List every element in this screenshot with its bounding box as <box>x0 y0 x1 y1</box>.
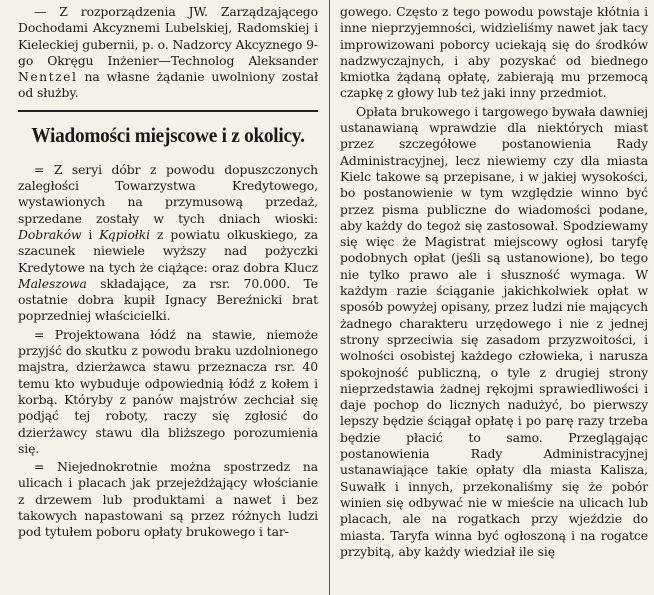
news-item-tolls-cont: gowego. Często z tego powodu powstaje kłótnia i inne nieprzyjemności, widzieliśmy nawet jak tacy improwizowani poborcy uciekają się do środków nadzwyczajnych, i aby pozyskać od biednego kmiotka żądaną opłatę, zabierają mu przemocą czapkę z głowy lub też jaki inny przedmiot. <box>340 4 648 101</box>
appointee-name: Nentzel <box>18 69 78 85</box>
news-item-toll-fees: Opłata brukowego i targowego bywała dawniej ustanawianą wprawdzie dla niektórych miast przez szczegółowe postanowienia Rady Administracyjnej, lecz niewiemy czy dla miasta Kielc takowe są przepisane, i w jakiej wysokości, bo postanowienie w tym względzie winno być przez pisma publiczne do wiadomości podane, aby każdy do tegoż się zastosował. Spodziewamy się więc że Magistrat miejscowy ogłosi taryfę podobnych opłat (jeśli są ustanowione), bo tego nie tylko prawo ale i słuszność wymaga. W każdym razie ściąganie jakichkolwiek opłat w sposób powyżej opisany, przez ludzi nie mających żadnego charakteru urzędowego i nie z jednej strony sprzeciwia się zasadom przyzwoitości, i wolności osobistej każdego człowieka, i narusza spokojność publiczną, o tyle z drugiej strony nieprzedstawia żadnej rękojmi sprawiedliwości i daje pochop do licznych nadużyć, bo pierwszy lepszy będzie ściągał opłatę i po parę razy trzeba będzie płacić to samo. Przeglągając postanowienia Rady Administracyjnej ustanawiające takie opłaty dla miasta Kalisza, Suwałk i innych, przekonaliśmy się że pobór winien się odbywać nie w mieście na ulicach lub placach, ale na rogatkach przy wjeździe do miasta. Taryfa winna być ogłoszoną i na rogatce przybitą, aby każdy wiedział ile się <box>340 103 648 559</box>
news-item-appointment <box>18 4 318 102</box>
estate-sale-text: z powiatu olkuskiego, za szacunek niewiele wyższy nad pożyczki Kredytowe na tych że ciążące: oraz dobra Klucz <box>18 226 318 275</box>
section-heading: Wiadomości miejscowe i z okolicy. <box>31 122 305 147</box>
appointment-text-end: na własne żądanie uwolniony został od służby. <box>18 69 318 101</box>
news-item-tolls: = Niejednokrotnie można spostrzedz na ulicach i placach jak przejeżdżający włościanie z drzewem lub produktami a nawet i bez takowych napastowani są przez różnych ludzi pod tytułem poboru opłaty brukowego i tar- <box>18 459 318 540</box>
estate-sale-conj: i <box>81 226 100 242</box>
column-divider <box>329 0 330 595</box>
right-column <box>340 4 648 560</box>
news-item-boat: = Projektowana łódź na stawie, niemoże przyjść do skutku z powodu braku uzdolnionego majstra, dzierżawca stawu przeznacza rsr. 40 temu kto wybuduje odpowiednią łódź z kołem i korbą. Któryby z panów majstrów zechciał się podjąć tej roboty, raczy się zgłosić do dzierżawcy stawu dla bliższego porozumienia się. <box>18 326 318 456</box>
village-name: Maleszowa <box>18 275 87 291</box>
estate-sale-text: = Z seryi dóbr z powodu dopuszczonych zaległości Towarzystwa Kredytowego, wystawionych na przymusową przedaż, sprzedane zostały w tych dniach wioski: <box>18 161 318 226</box>
village-name: Dobraków <box>18 226 82 242</box>
news-item-estate-sale <box>18 162 318 325</box>
section-divider <box>18 110 318 112</box>
village-name: Kąpiołki <box>99 226 150 242</box>
left-column <box>18 4 318 541</box>
estate-sale-text-end: składające, za rsr. 70.000. Te ostatnie dobra kupił Ignacy Bereźnicki brat poprzedniej właścicielki. <box>18 275 318 324</box>
appointment-text: — Z rozporządzenia JW. Zarządzającego Dochodami Akcyznemi Lubelskiej, Radomskiej i Kieleckiej gubernii, p. o. Nadzorcy Akcyznego 9-go Okręgu Inżenier—Technolog Aleksander <box>18 4 318 68</box>
